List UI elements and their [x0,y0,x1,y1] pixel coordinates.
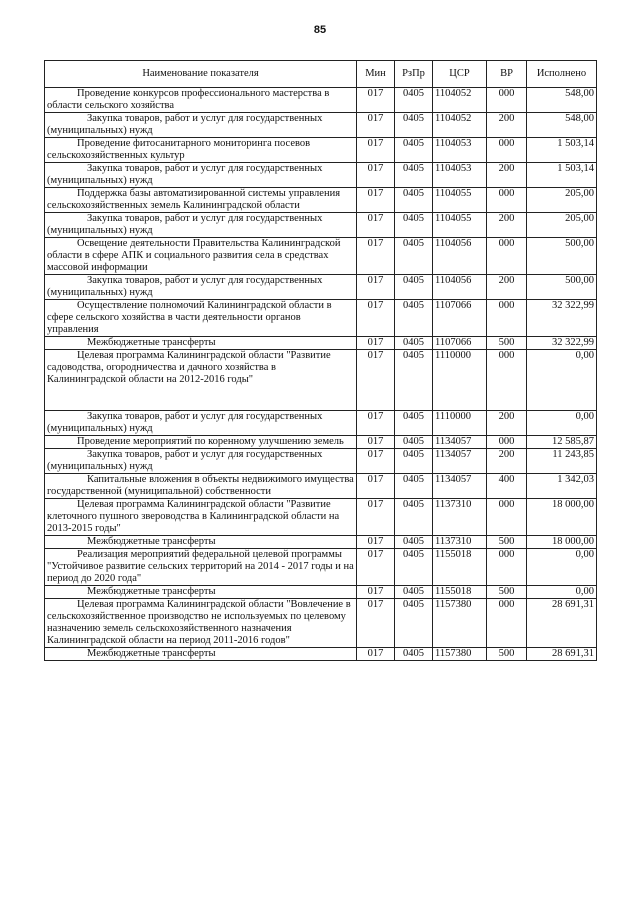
row-sum: 1 503,14 [527,163,597,188]
row-min: 017 [357,536,395,549]
row-name: Капитальные вложения в объекты недвижимого имущества государственной (муниципальной) собственности [45,474,357,499]
row-csr: 1104053 [433,163,487,188]
row-rzpr: 0405 [395,499,433,536]
row-min: 017 [357,238,395,275]
header-name: Наименование показателя [45,61,357,88]
row-min: 017 [357,88,395,113]
row-name: Межбюджетные трансферты [45,536,357,549]
table-row [45,113,597,138]
header-csr: ЦСР [433,61,487,88]
row-csr: 1137310 [433,499,487,536]
row-csr: 1104052 [433,88,487,113]
row-name: Межбюджетные трансферты [45,337,357,350]
table-row [45,337,597,350]
row-vr: 400 [487,474,527,499]
row-name: Межбюджетные трансферты [45,586,357,599]
row-sum: 205,00 [527,188,597,213]
row-csr: 1104055 [433,188,487,213]
table-row [45,188,597,213]
table-header-row [45,61,597,88]
row-min: 017 [357,275,395,300]
row-sum: 0,00 [527,586,597,599]
table-row [45,411,597,436]
row-rzpr: 0405 [395,138,433,163]
row-min: 017 [357,213,395,238]
header-min: Мин [357,61,395,88]
row-csr: 1134057 [433,474,487,499]
row-name: Закупка товаров, работ и услуг для государственных (муниципальных) нужд [45,163,357,188]
row-min: 017 [357,474,395,499]
row-csr: 1104056 [433,275,487,300]
table-row [45,350,597,411]
row-csr: 1110000 [433,411,487,436]
row-min: 017 [357,163,395,188]
row-rzpr: 0405 [395,213,433,238]
row-min: 017 [357,599,395,648]
row-sum: 1 503,14 [527,138,597,163]
table-row [45,163,597,188]
row-vr: 200 [487,113,527,138]
row-vr: 000 [487,499,527,536]
row-sum: 548,00 [527,88,597,113]
row-sum: 548,00 [527,113,597,138]
row-csr: 1104055 [433,213,487,238]
row-name: Целевая программа Калининградской области "Развитие клеточного пушного звероводства в Калининградской области на 2013-2015 годы" [45,499,357,536]
table-row [45,436,597,449]
row-rzpr: 0405 [395,88,433,113]
row-sum: 18 000,00 [527,499,597,536]
table-row [45,599,597,648]
row-vr: 000 [487,138,527,163]
row-sum: 18 000,00 [527,536,597,549]
row-name: Освещение деятельности Правительства Калининградской области в сфере АПК и социального развития села в средствах массовой информации [45,238,357,275]
row-rzpr: 0405 [395,599,433,648]
row-min: 017 [357,449,395,474]
row-sum: 12 585,87 [527,436,597,449]
row-rzpr: 0405 [395,300,433,337]
row-vr: 200 [487,163,527,188]
row-sum: 0,00 [527,411,597,436]
row-vr: 500 [487,648,527,661]
row-csr: 1137310 [433,536,487,549]
row-csr: 1155018 [433,586,487,599]
row-rzpr: 0405 [395,449,433,474]
row-name: Проведение конкурсов профессионального мастерства в области сельского хозяйства [45,88,357,113]
row-sum: 205,00 [527,213,597,238]
row-rzpr: 0405 [395,113,433,138]
row-name: Межбюджетные трансферты [45,648,357,661]
table-body [45,88,597,661]
row-csr: 1134057 [433,449,487,474]
row-name: Закупка товаров, работ и услуг для государственных (муниципальных) нужд [45,411,357,436]
table-row [45,213,597,238]
row-min: 017 [357,350,395,411]
row-min: 017 [357,411,395,436]
row-min: 017 [357,648,395,661]
row-rzpr: 0405 [395,648,433,661]
table-row [45,586,597,599]
row-name: Осуществление полномочий Калининградской области в сфере сельского хозяйства в части деятельности органов управления [45,300,357,337]
row-name: Закупка товаров, работ и услуг для государственных (муниципальных) нужд [45,275,357,300]
row-min: 017 [357,337,395,350]
row-min: 017 [357,138,395,163]
row-min: 017 [357,436,395,449]
row-sum: 11 243,85 [527,449,597,474]
row-csr: 1104052 [433,113,487,138]
row-csr: 1107066 [433,300,487,337]
row-name: Закупка товаров, работ и услуг для государственных (муниципальных) нужд [45,449,357,474]
row-vr: 000 [487,300,527,337]
row-csr: 1155018 [433,549,487,586]
table-row [45,474,597,499]
row-vr: 200 [487,275,527,300]
row-vr: 200 [487,411,527,436]
row-vr: 500 [487,586,527,599]
row-rzpr: 0405 [395,238,433,275]
row-rzpr: 0405 [395,549,433,586]
row-rzpr: 0405 [395,350,433,411]
row-sum: 28 691,31 [527,599,597,648]
table-row [45,549,597,586]
table-row [45,648,597,661]
row-sum: 28 691,31 [527,648,597,661]
row-vr: 500 [487,536,527,549]
row-csr: 1134057 [433,436,487,449]
row-vr: 000 [487,350,527,411]
row-sum: 0,00 [527,549,597,586]
row-vr: 000 [487,549,527,586]
row-min: 017 [357,188,395,213]
table-row [45,499,597,536]
table-row [45,88,597,113]
row-rzpr: 0405 [395,436,433,449]
row-name: Целевая программа Калининградской области "Вовлечение в сельскохозяйственное производство не используемых по целевому назначению земель сельскохозяйственного назначения Калининградской области на период 2011-2016 годов" [45,599,357,648]
row-rzpr: 0405 [395,163,433,188]
table-row [45,449,597,474]
row-name: Целевая программа Калининградской области "Развитие садоводства, огородничества и дачного хозяйства в Калининградской области на 2012-2016 годы" [45,350,357,411]
row-min: 017 [357,113,395,138]
table-row [45,238,597,275]
row-name: Проведение фитосанитарного мониторинга посевов сельскохозяйственных культур [45,138,357,163]
row-rzpr: 0405 [395,188,433,213]
row-name: Закупка товаров, работ и услуг для государственных (муниципальных) нужд [45,113,357,138]
row-rzpr: 0405 [395,474,433,499]
budget-table [44,60,597,661]
row-vr: 000 [487,88,527,113]
row-vr: 000 [487,599,527,648]
row-vr: 500 [487,337,527,350]
row-sum: 32 322,99 [527,300,597,337]
row-name: Проведение мероприятий по коренному улучшению земель [45,436,357,449]
table-row [45,275,597,300]
row-sum: 500,00 [527,238,597,275]
table-row [45,300,597,337]
header-done: Исполнено [527,61,597,88]
row-name: Поддержка базы автоматизированной системы управления сельскохозяйственных земель Калининградской области [45,188,357,213]
header-rzpr: РзПр [395,61,433,88]
row-vr: 200 [487,449,527,474]
row-rzpr: 0405 [395,275,433,300]
row-name: Закупка товаров, работ и услуг для государственных (муниципальных) нужд [45,213,357,238]
row-csr: 1104056 [433,238,487,275]
row-csr: 1107066 [433,337,487,350]
row-rzpr: 0405 [395,536,433,549]
row-csr: 1104053 [433,138,487,163]
row-rzpr: 0405 [395,586,433,599]
header-vr: ВР [487,61,527,88]
row-rzpr: 0405 [395,411,433,436]
row-vr: 000 [487,436,527,449]
row-rzpr: 0405 [395,337,433,350]
row-csr: 1110000 [433,350,487,411]
row-min: 017 [357,300,395,337]
row-vr: 000 [487,188,527,213]
row-name: Реализация мероприятий федеральной целевой программы "Устойчивое развитие сельских территорий на 2014 - 2017 годы и на период до 2020 года" [45,549,357,586]
row-vr: 000 [487,238,527,275]
table-row [45,138,597,163]
row-sum: 0,00 [527,350,597,411]
row-min: 017 [357,586,395,599]
row-vr: 200 [487,213,527,238]
row-csr: 1157380 [433,648,487,661]
row-sum: 32 322,99 [527,337,597,350]
row-csr: 1157380 [433,599,487,648]
page-number: 85 [313,24,327,36]
row-sum: 1 342,03 [527,474,597,499]
table-row [45,536,597,549]
row-min: 017 [357,499,395,536]
row-min: 017 [357,549,395,586]
row-sum: 500,00 [527,275,597,300]
